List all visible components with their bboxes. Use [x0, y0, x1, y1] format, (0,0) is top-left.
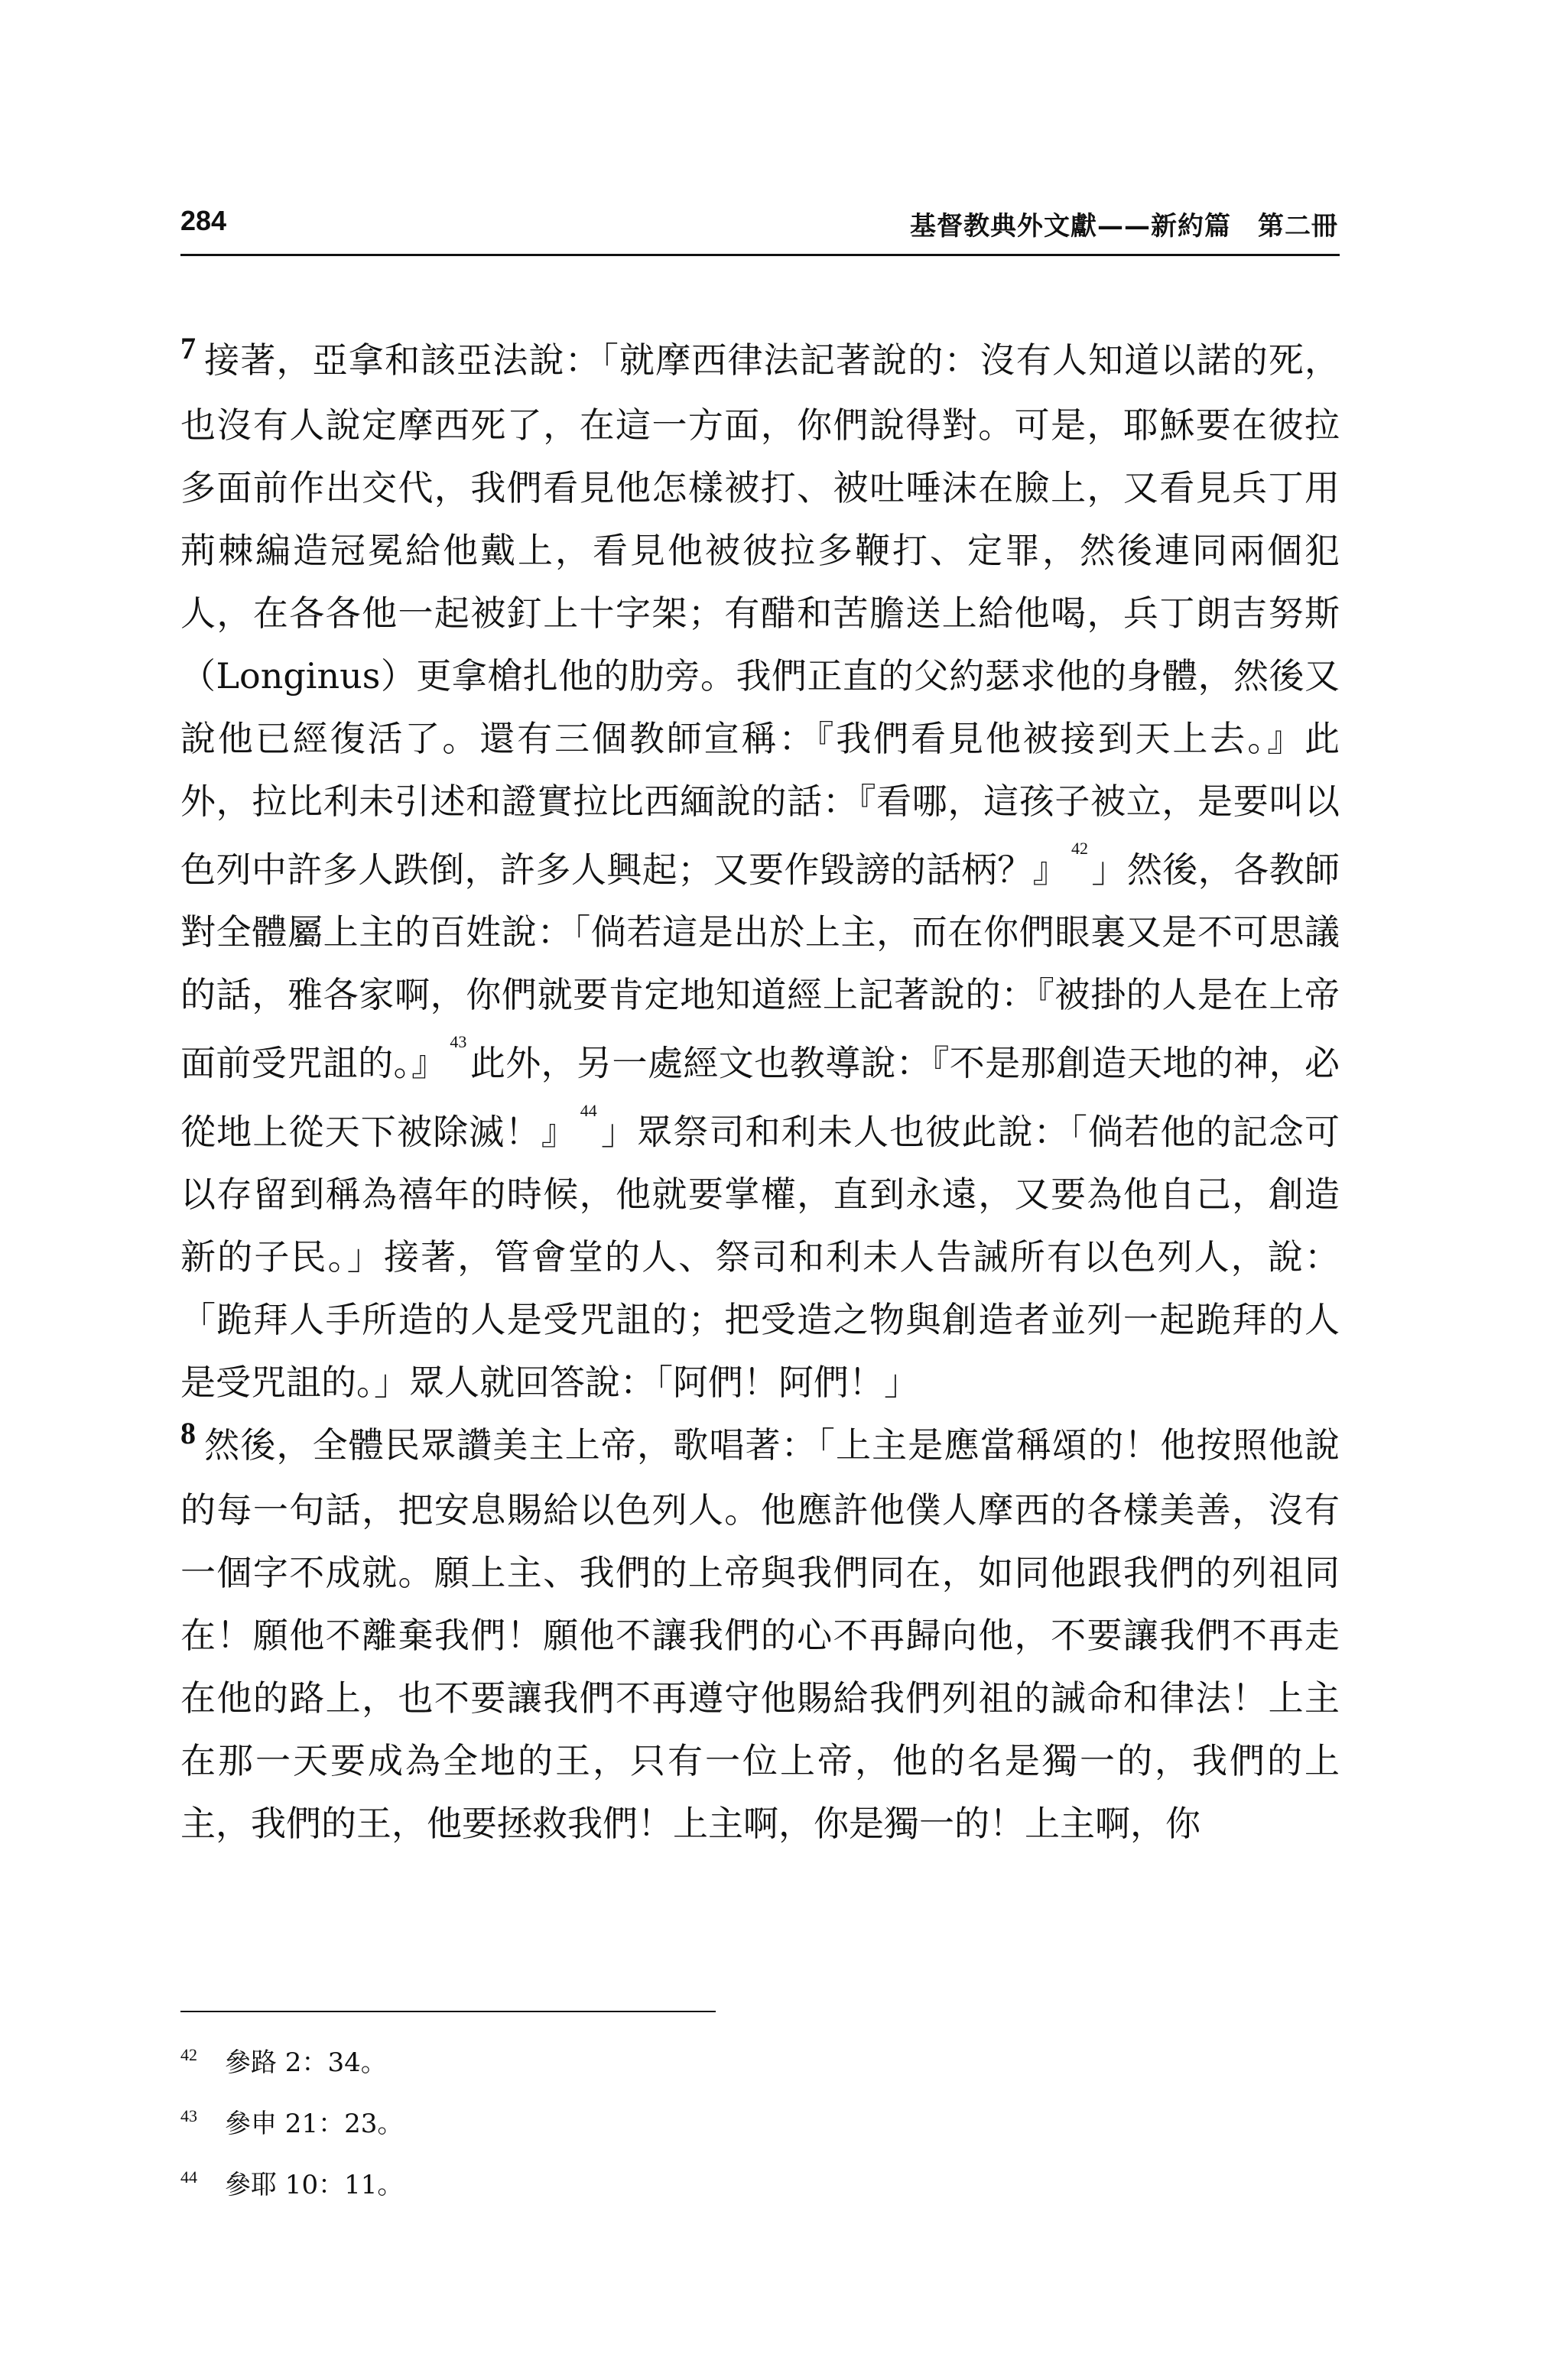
footnote-number: 42 — [180, 2045, 197, 2064]
footnote-reference[interactable]: 42 — [1071, 839, 1088, 858]
paragraph-verse-7 — [180, 329, 1340, 1414]
footnotes — [180, 2034, 945, 2217]
paragraph-text: 然後，全體民眾讚美主上帝，歌唱著：「上主是應當稱頌的！他按照他說的每一句話，把安息賜給以色列人。他應許他僕人摩西的各樣美善，沒有一個字不成就。願上主、我們的上帝與我們同在，如同他跟我們的列祖同在！願他不離棄我們！願他不讓我們的心不再歸向他，不要讓我們不再走在他的路上，也不要讓我們不再遵守他賜給我們列祖的誡命和律法！上主在那一天要成為全地的王，只有一位上帝，他的名是獨一的，我們的上主，我們的王，他要拯救我們！上主啊，你是獨一的！上主啊，你 — [180, 1424, 1340, 1844]
footnote-number: 44 — [180, 2167, 197, 2187]
footnote-text: 參路 2：34。 — [225, 2047, 387, 2078]
verse-number: 7 — [180, 331, 196, 365]
paragraph-text: 」然後，各教師對全體屬上主的百姓說：「倘若這是出於上主，而在你們眼裏又是不可思議的話，雅各家啊，你們就要肯定地知道經上記著說的：『被掛的人是在上帝面前受咒詛的。』 — [180, 849, 1340, 1084]
footnote-text: 參耶 10：11。 — [225, 2170, 404, 2200]
running-title: 基督教典外文獻——新約篇 第二冊 — [910, 211, 1338, 242]
paragraph-verse-8 — [180, 1414, 1340, 1855]
paragraph-text: 接著，亞拿和該亞法說：「就摩西律法記著說的：沒有人知道以諾的死，也沒有人說定摩西死了，在這一方面，你們說得對。可是，耶穌要在彼拉多面前作出交代，我們看見他怎樣被打、被吐唾沫在臉上，又看見兵丁用荊棘編造冠冕給他戴上，看見他被彼拉多鞭打、定罪，然後連同兩個犯人，在各各他一起被釘上十字架；有醋和苦膽送上給他喝，兵丁朗吉努斯（Longinus）更拿槍扎他的肋旁。我們正直的父約瑟求他的身體，然後又說他已經復活了。還有三個教師宣稱：『我們看見他被接到天上去。』此外，拉比利未引述和證實拉比西緬說的話：『看哪，這孩子被立，是要叫以色列中許多人跌倒，許多人興起；又要作毀謗的話柄？』 — [180, 339, 1340, 891]
footnote-item — [180, 2095, 945, 2156]
footnote-item — [180, 2034, 945, 2095]
footnote-reference[interactable]: 43 — [450, 1032, 467, 1052]
running-header — [180, 200, 1340, 256]
verse-number: 8 — [180, 1415, 196, 1450]
paragraph-text: 」眾祭司和利未人也彼此說：「倘若他的記念可以存留到稱為禧年的時候，他就要掌權，直到永遠，又要為他自己，創造新的子民。」接著，管會堂的人、祭司和利未人告誡所有以色列人，說：「跪拜人手所造的人是受咒詛的；把受造之物與創造者並列一起跪拜的人是受咒詛的。」眾人就回答說：「阿們！阿們！」 — [180, 1110, 1340, 1403]
paragraph-text: 此外，另一處經文也教導說：『不是那創造天地的神，必從地上從天下被除滅！』 — [180, 1042, 1340, 1152]
footnote-text: 參申 21：23。 — [225, 2109, 404, 2139]
footnote-item — [180, 2156, 945, 2217]
footnote-number: 43 — [180, 2106, 197, 2125]
page-number: 284 — [180, 205, 227, 236]
main-text — [180, 329, 1340, 1855]
footnote-reference[interactable]: 44 — [580, 1100, 597, 1120]
footnote-divider — [180, 2011, 716, 2012]
